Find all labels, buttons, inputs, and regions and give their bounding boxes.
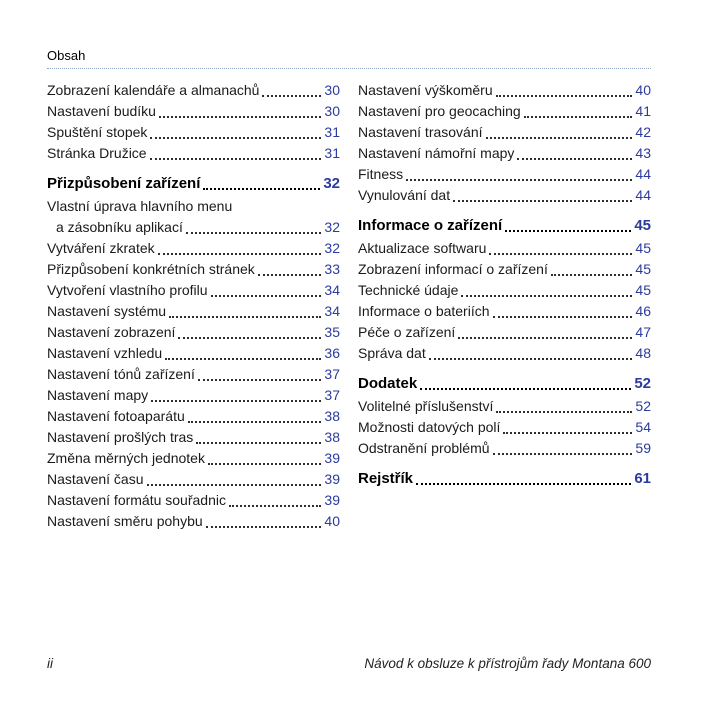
toc-entry[interactable]	[47, 280, 340, 301]
toc-entry-label: Nastavení výškoměru	[358, 82, 493, 98]
toc-entry-multiline[interactable]	[47, 196, 340, 238]
toc-entry[interactable]	[47, 238, 340, 259]
toc-entry[interactable]	[358, 143, 651, 164]
toc-entry-label: Nastavení námořní mapy	[358, 145, 515, 161]
toc-entry-label: Nastavení směru pohybu	[47, 513, 203, 529]
toc-entry[interactable]	[358, 417, 651, 438]
toc-entry[interactable]	[358, 396, 651, 417]
toc-entry[interactable]	[47, 406, 340, 427]
toc-heading[interactable]	[358, 373, 651, 394]
toc-page-number: 32	[324, 240, 340, 256]
toc-page-number: 61	[634, 470, 651, 487]
dot-leader	[162, 343, 324, 364]
dot-leader	[490, 301, 636, 322]
toc-entry[interactable]	[358, 80, 651, 101]
toc-entry-label: Nastavení mapy	[47, 387, 149, 403]
dot-leader	[147, 143, 325, 164]
toc-heading-label: Rejstřík	[358, 470, 414, 487]
toc-entry-label: Nastavení času	[47, 471, 144, 487]
toc-page-number: 48	[635, 345, 651, 361]
dot-leader	[148, 385, 324, 406]
dot-leader	[426, 343, 636, 364]
toc-entry-label: Zobrazení informací o zařízení	[358, 261, 548, 277]
dot-leader	[193, 427, 324, 448]
toc-page-number: 36	[324, 345, 340, 361]
toc-column-right	[358, 80, 651, 491]
dot-leader	[205, 448, 324, 469]
toc-page-number: 31	[324, 124, 340, 140]
toc-entry[interactable]	[47, 427, 340, 448]
toc-page-number: 34	[324, 303, 340, 319]
dot-leader	[413, 468, 634, 489]
dot-leader	[195, 364, 325, 385]
toc-entry-label: Spuštění stopek	[47, 124, 148, 140]
dot-leader	[493, 396, 635, 417]
header-title: Obsah	[47, 48, 86, 63]
toc-heading[interactable]	[47, 173, 340, 194]
toc-page-number: 45	[635, 282, 651, 298]
toc-entry-label: Nastavení pro geocaching	[358, 103, 521, 119]
toc-entry	[47, 217, 340, 238]
toc-heading-label: Dodatek	[358, 375, 418, 392]
toc-page-number: 41	[635, 103, 651, 119]
dot-leader	[147, 122, 324, 143]
toc-heading-label: Informace o zařízení	[358, 217, 503, 234]
toc-heading[interactable]	[358, 468, 651, 489]
toc-entry-label: Fitness	[358, 166, 404, 182]
toc-page-number: 43	[635, 145, 651, 161]
dot-leader	[490, 438, 636, 459]
toc-page-number: 52	[635, 398, 651, 414]
toc-entry-label: Vlastní úprava hlavního menu	[47, 198, 233, 214]
dot-leader	[500, 417, 635, 438]
toc-page-number: 52	[634, 375, 651, 392]
toc-page-number: 31	[324, 145, 340, 161]
dot-leader	[455, 322, 635, 343]
toc-entry[interactable]	[47, 322, 340, 343]
dot-leader	[458, 280, 635, 301]
dot-leader	[259, 80, 324, 101]
dot-leader	[403, 164, 635, 185]
toc-entry-label: Nastavení vzhledu	[47, 345, 163, 361]
toc-entry[interactable]	[358, 438, 651, 459]
toc-page-number: 42	[635, 124, 651, 140]
dot-leader	[166, 301, 324, 322]
toc-entry[interactable]	[358, 164, 651, 185]
toc-page-number: 44	[635, 187, 651, 203]
dot-leader	[548, 259, 636, 280]
dot-leader	[502, 215, 634, 236]
toc-page-number: 44	[635, 166, 651, 182]
toc-entry-label: Nastavení budíku	[47, 103, 156, 119]
toc-entry[interactable]	[358, 101, 651, 122]
toc-entry[interactable]	[47, 448, 340, 469]
toc-page-number: 35	[324, 324, 340, 340]
toc-entry[interactable]	[47, 490, 340, 511]
toc-entry-label: Odstranění problémů	[358, 440, 490, 456]
toc-entry-label: Aktualizace softwaru	[358, 240, 487, 256]
toc-entry[interactable]	[47, 259, 340, 280]
toc-entry-label: Vynulování dat	[358, 187, 451, 203]
toc-page-number: 33	[324, 261, 340, 277]
toc-entry-label: a zásobníku aplikací	[56, 219, 183, 235]
toc-column-left	[47, 80, 340, 532]
dot-leader	[450, 185, 635, 206]
toc-page-number: 38	[324, 429, 340, 445]
toc-entry[interactable]	[358, 343, 651, 364]
dot-leader	[514, 143, 635, 164]
toc-entry-label: Nastavení prošlých tras	[47, 429, 194, 445]
toc-entry-label: Nastavení zobrazení	[47, 324, 176, 340]
toc-entry[interactable]	[47, 364, 340, 385]
toc-page-number: 47	[635, 324, 651, 340]
dot-leader	[156, 101, 324, 122]
toc-entry[interactable]	[358, 185, 651, 206]
toc-page-number: 32	[323, 175, 340, 192]
toc-page-number: 37	[324, 366, 340, 382]
dot-leader	[255, 259, 325, 280]
toc-page-number: 54	[635, 419, 651, 435]
toc-entry[interactable]	[47, 511, 340, 532]
toc-entry[interactable]	[358, 322, 651, 343]
toc-entry[interactable]	[358, 238, 651, 259]
toc-entry[interactable]	[358, 280, 651, 301]
toc-entry-label: Vytváření zkratek	[47, 240, 155, 256]
toc-page-number: 38	[324, 408, 340, 424]
toc-page-number: 40	[324, 513, 340, 529]
toc-entry-label: Technické údaje	[358, 282, 459, 298]
toc-entry-label: Volitelné příslušenství	[358, 398, 494, 414]
toc-page-number: 39	[324, 492, 340, 508]
dot-leader	[155, 238, 325, 259]
toc-heading[interactable]	[358, 215, 651, 236]
toc-page-number: 45	[635, 240, 651, 256]
toc-page-number: 39	[324, 471, 340, 487]
toc-entry-label: Péče o zařízení	[358, 324, 456, 340]
toc-entry[interactable]	[47, 343, 340, 364]
toc-entry-label: Informace o bateriích	[358, 303, 490, 319]
dot-leader	[185, 406, 325, 427]
page-header	[47, 48, 651, 69]
toc-entry[interactable]	[358, 259, 651, 280]
footer-page-number: ii	[47, 656, 53, 671]
toc-page-number: 40	[635, 82, 651, 98]
toc-page-number: 46	[635, 303, 651, 319]
toc-entry-label: Stránka Družice	[47, 145, 147, 161]
toc-columns	[47, 80, 651, 656]
toc-entry-label: Nastavení systému	[47, 303, 167, 319]
dot-leader	[203, 511, 325, 532]
toc-entry[interactable]	[47, 469, 340, 490]
dot-leader	[521, 101, 636, 122]
toc-entry[interactable]	[47, 101, 340, 122]
dot-leader	[483, 122, 636, 143]
toc-entry-label: Vytvoření vlastního profilu	[47, 282, 208, 298]
toc-entry[interactable]	[47, 385, 340, 406]
toc-entry-label: Změna měrných jednotek	[47, 450, 205, 466]
toc-entry[interactable]	[358, 301, 651, 322]
dot-leader	[175, 322, 324, 343]
toc-entry-label: Možnosti datových polí	[358, 419, 501, 435]
toc-entry-label: Nastavení trasování	[358, 124, 483, 140]
toc-page-number: 30	[324, 103, 340, 119]
toc-page-number: 45	[634, 217, 651, 234]
toc-entry-label: Správa dat	[358, 345, 426, 361]
dot-leader	[144, 469, 325, 490]
dot-leader	[417, 373, 634, 394]
footer-doc-title: Návod k obsluze k přístrojům řady Montana 600	[364, 656, 651, 671]
toc-entry[interactable]	[47, 301, 340, 322]
dot-leader	[208, 280, 325, 301]
toc-page-number: 30	[324, 82, 340, 98]
dot-leader	[226, 490, 324, 511]
page-footer	[47, 656, 651, 671]
dot-leader	[486, 238, 635, 259]
toc-entry[interactable]	[47, 143, 340, 164]
toc-entry[interactable]	[47, 122, 340, 143]
toc-page-number: 32	[324, 219, 340, 235]
dot-leader	[200, 173, 323, 194]
toc-entry-label: Nastavení formátu souřadnic	[47, 492, 226, 508]
toc-page-number: 39	[324, 450, 340, 466]
toc-entry-label: Nastavení fotoaparátu	[47, 408, 185, 424]
toc-page-number: 34	[324, 282, 340, 298]
toc-page-number: 45	[635, 261, 651, 277]
toc-entry-label: Přizpůsobení konkrétních stránek	[47, 261, 255, 277]
toc-entry[interactable]	[47, 80, 340, 101]
toc-heading-label: Přizpůsobení zařízení	[47, 175, 201, 192]
toc-page-number: 37	[324, 387, 340, 403]
toc-entry[interactable]	[358, 122, 651, 143]
dot-leader	[493, 80, 636, 101]
toc-page-number: 59	[635, 440, 651, 456]
toc-entry-label: Zobrazení kalendáře a almanachů	[47, 82, 260, 98]
dot-leader	[183, 217, 325, 238]
toc-entry-label: Nastavení tónů zařízení	[47, 366, 195, 382]
